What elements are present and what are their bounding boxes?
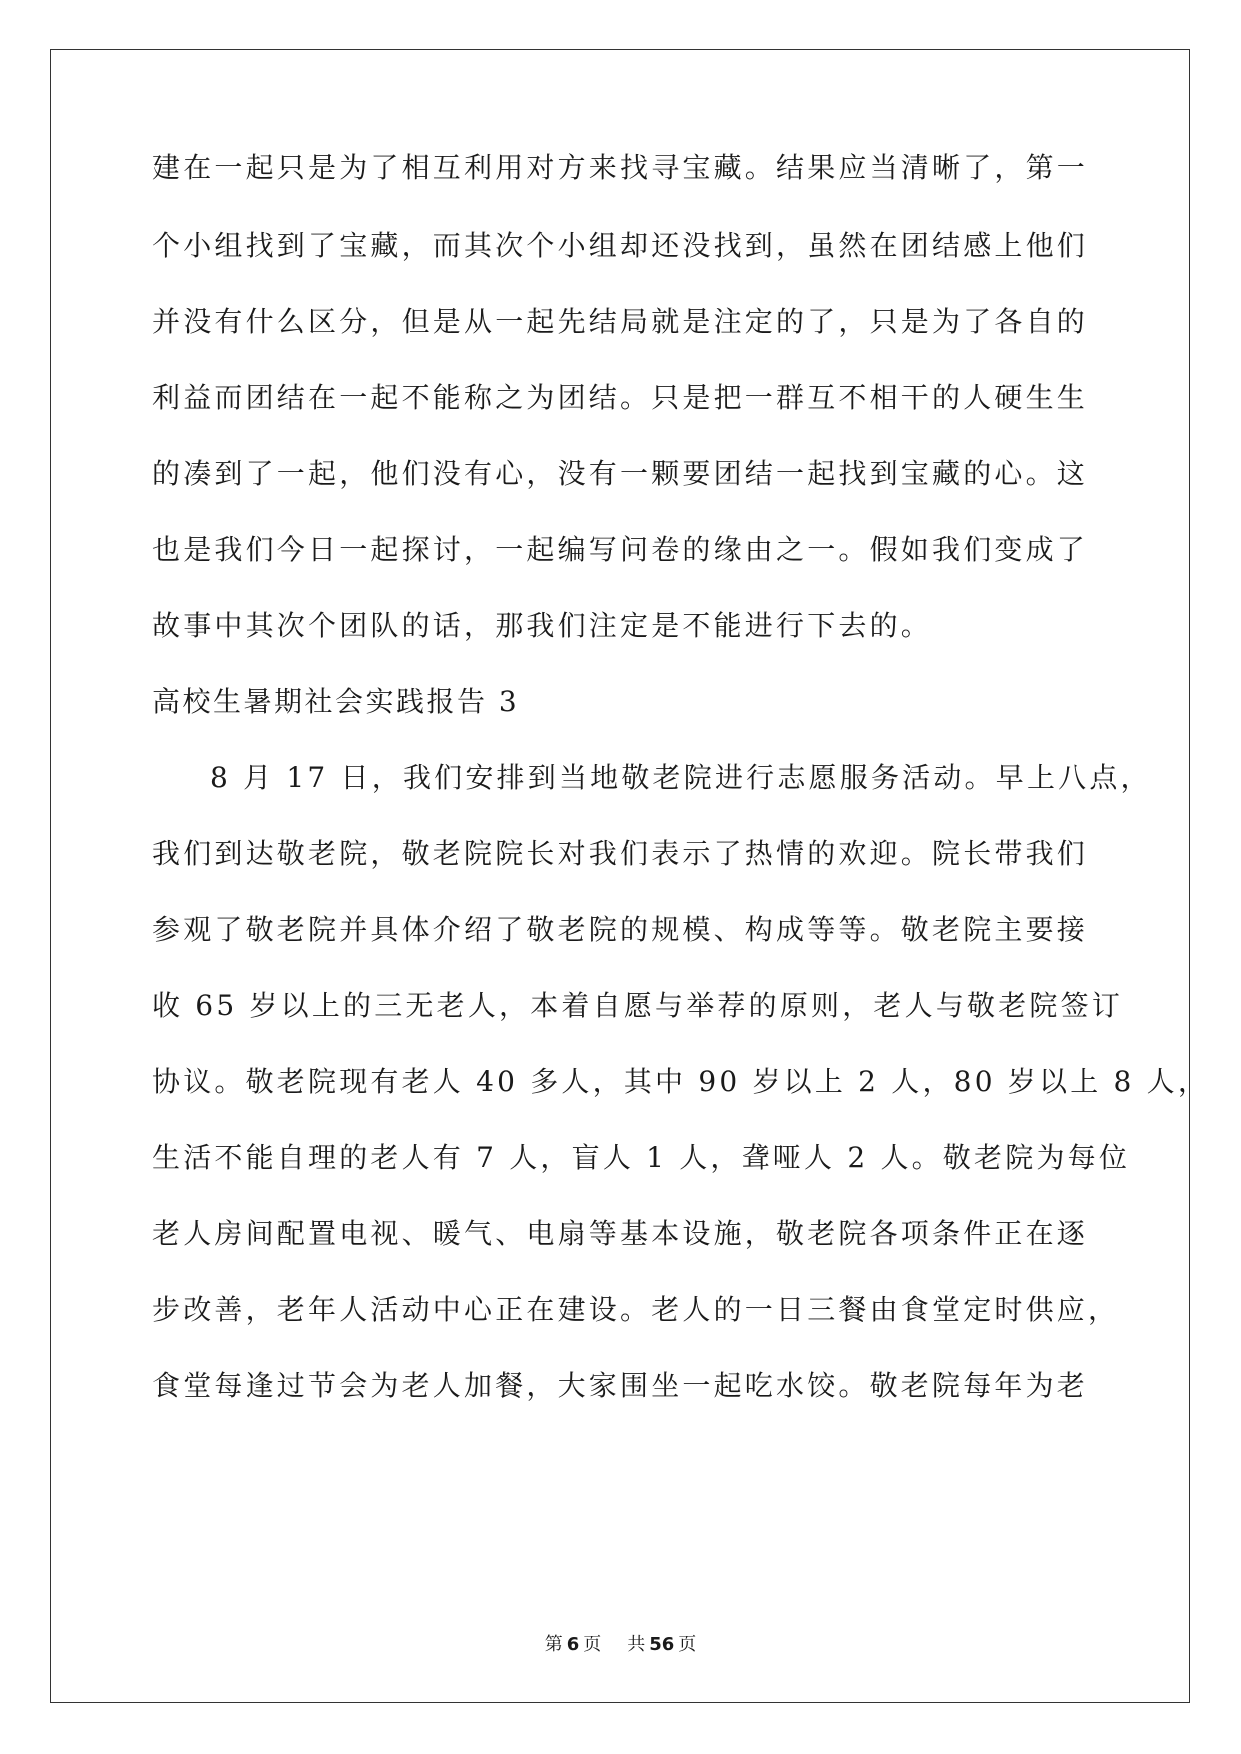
text-line: 个小组找到了宝藏，而其次个小组却还没找到，虽然在团结感上他们 [152,229,1089,262]
text-line: 也是我们今日一起探讨，一起编写问卷的缘由之一。假如我们变成了 [152,533,1089,566]
paragraph-line: 生活不能自理的老人有 7 人，盲人 1 人，聋哑人 2 人。敬老院为每位 [152,1141,1131,1174]
paragraph-line: 步改善，老年人活动中心正在建设。老人的一日三餐由食堂定时供应， [152,1293,1120,1326]
footer-total-suffix: 页 [678,1634,697,1655]
text-line: 建在一起只是为了相互利用对方来找寻宝藏。结果应当清晰了，第一 [152,151,1089,184]
text-line: 故事中其次个团队的话，那我们注定是不能进行下去的。 [152,609,933,642]
section-heading: 高校生暑期社会实践报告 3 [152,685,520,718]
paragraph-line: 食堂每逢过节会为老人加餐，大家围坐一起吃水饺。敬老院每年为老 [152,1369,1089,1402]
paragraph-line: 参观了敬老院并具体介绍了敬老院的规模、构成等等。敬老院主要接 [152,913,1089,946]
paragraph-line: 我们到达敬老院，敬老院院长对我们表示了热情的欢迎。院长带我们 [152,837,1089,870]
footer-total-pages: 56 [649,1634,675,1655]
footer-total-prefix: 共 [627,1634,646,1655]
paragraph-line: 老人房间配置电视、暖气、电扇等基本设施，敬老院各项条件正在逐 [152,1217,1089,1250]
page-frame [50,49,1210,1703]
footer-page-prefix: 第 [544,1634,563,1655]
text-line: 并没有什么区分，但是从一起先结局就是注定的了，只是为了各自的 [152,305,1089,338]
page-footer [0,1633,1241,1657]
footer-page-number: 6 [566,1634,580,1655]
paragraph-line: 协议。敬老院现有老人 40 多人，其中 90 岁以上 2 人，80 岁以上 8 人， [152,1065,1210,1098]
footer-page-suffix: 页 [583,1634,602,1655]
text-line: 利益而团结在一起不能称之为团结。只是把一群互不相干的人硬生生 [152,381,1089,414]
paragraph-line: 收 65 岁以上的三无老人，本着自愿与举荐的原则，老人与敬老院签订 [152,989,1124,1022]
paragraph-line: 8 月 17 日，我们安排到当地敬老院进行志愿服务活动。早上八点， [210,761,1152,794]
text-line: 的凑到了一起，他们没有心，没有一颗要团结一起找到宝藏的心。这 [152,457,1089,490]
